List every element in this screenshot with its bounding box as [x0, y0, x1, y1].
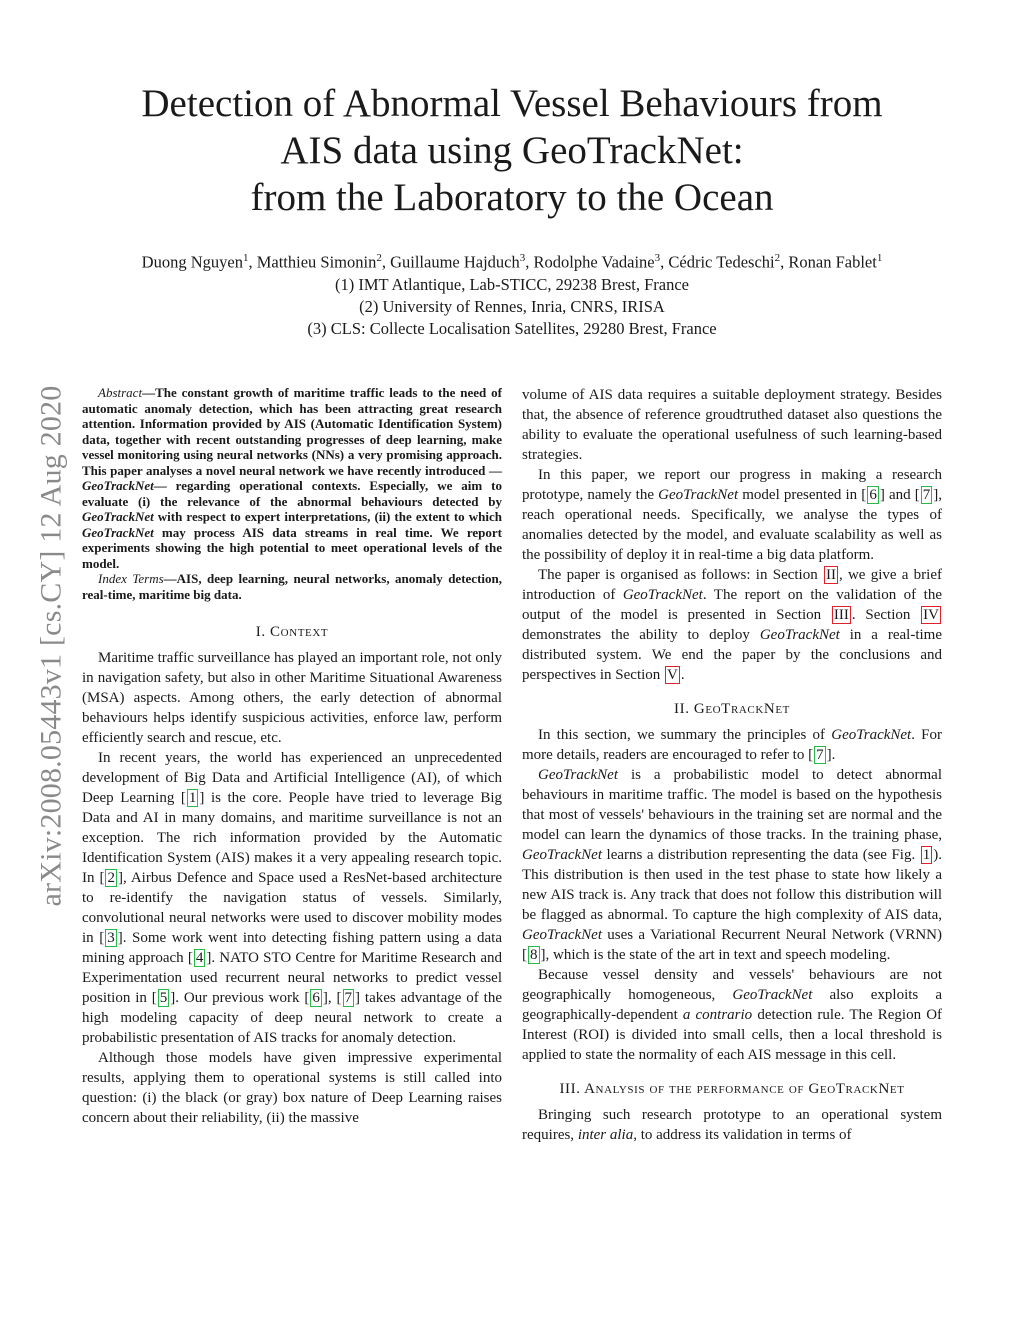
paragraph: Although those models have given impressive experimental results, applying them to operational systems is still called into question: (i) the black (or gray) box nature of Deep Learning raises concern about their reliability, (ii) the massive [82, 1050, 502, 1126]
abstract-text: The constant growth of maritime traffic leads to the need of automatic anomaly detection, which has been attracting great research attention. Information provided by AIS (Automatic Identification System) data, together with recent outstanding progresses of deep learning, make vessel monitoring using neural networks (NNs) a very promising approach. This paper analyses a novel neural network we have recently introduced — [82, 385, 502, 478]
gtn-name: GeoTrackNet [522, 847, 602, 863]
paragraph: GeoTrackNet is a probabilistic model to detect abnormal behaviours in maritime traffic. The model is based on the hypothesis that most of vessels' behaviours in the training set are normal and the model can learn the dynamics of those tracks. In the training phase, GeoTrackNet learns a distribution representing the data (see Fig. 1 ). This distribution is then used in the test phase to state how likely a new AIS track is. Any track that does not follow this distribution will be flagged as abnormal. To capture the high complexity of AIS data, GeoTrackNet uses a Variational Recurrent Neural Network (VRNN) [ 8 ], which is the state of the art in text and speech modeling. [522, 767, 943, 963]
text: takes advantage of the high modeling capacity of deep neural network to create a probabilistic presentation of AIS tracks for anomaly detection. [82, 990, 502, 1046]
text: In recent years, the world has experienced an unprecedented development of Big Data and Artificial Intelligence (AI), of which Deep Learning [82, 750, 502, 806]
author-name: Guillaume Hajduch [390, 252, 520, 272]
text: Because vessel density and vessels' behaviours are not geographically homogeneous, [522, 967, 942, 1003]
abstract-gtn: GeoTrackNet [82, 524, 154, 540]
text: , which is the state of the art in text and speech modeling. [545, 947, 891, 963]
paragraph: volume of AIS data requires a suitable deployment strategy. Besides that, the absence of reference groudtruthed dataset also questions the ability to evaluate the operational usefulness of such learning-based strategies. [522, 387, 942, 463]
affiliation-2: (2) University of Rennes, Inria, CNRS, IRISA [359, 296, 665, 316]
text: . Section [851, 607, 911, 623]
abstract-dash: — [142, 385, 156, 400]
index-terms-text: AIS, deep learning, neural networks, anomaly detection, real-time, maritime big data. [82, 571, 502, 602]
text: . The report on the validation of the output of the model is presented in Section [522, 587, 942, 623]
author-name: Ronan Fablet [788, 252, 877, 272]
gtn-name: GeoTrackNet [538, 767, 618, 783]
citation-link[interactable]: 3 [107, 930, 115, 946]
section-link[interactable]: III [833, 607, 849, 623]
citation-link[interactable]: 7 [922, 487, 931, 503]
text: . NATO STO Centre for Maritime Research and Experimentation used recurrent neural networks to predict vessel position in [82, 950, 502, 1006]
citation-link[interactable]: 5 [159, 990, 168, 1006]
abstract-text: with respect to expert interpretations, (ii) the extent to which [153, 509, 502, 524]
text: is the core. People have tried to leverage Big Data and AI in many domains, and maritime surveillance is not an exception. The rich information provided by the Automatic Identification System (AIS) makes it a very appealing research topic. In [82, 790, 502, 886]
author-block [60, 247, 964, 340]
text: . Our previous work [175, 990, 300, 1006]
abstract-text: may process AIS data streams in real time. We report experiments showing the high potential to meet operational levels of the model. [82, 524, 502, 571]
index-dash: — [163, 571, 177, 586]
text: Bringing such research prototype to an operational system requires, [522, 1107, 942, 1143]
citation-link[interactable]: 2 [107, 870, 115, 886]
arxiv-id: arXiv:2008.05443v1 [cs.CY] 12 Aug 2020 [34, 385, 67, 907]
affiliation-3: (3) CLS: Collecte Localisation Satellites, 29280 Brest, France [307, 318, 717, 338]
left-column [82, 385, 502, 1128]
text: and [888, 487, 911, 503]
text: ). This distribution is then used in the test phase to state how likely a new AIS track is. Any track that does not follow this distribution will be flagged as abnormal. To capture the high complexity of AIS data, [522, 847, 943, 923]
text: also exploits a geographically-dependent [522, 987, 942, 1023]
title-line-1: Detection of Abnormal Vessel Behaviours from [141, 82, 883, 125]
paragraph: The paper is organised as follows: in Section II , we give a brief introduction of GeoTrackNet. The report on the validation of the output of the model is presented in Section III . Section IV demonstrates the ability to deploy GeoTrackNet in a real-time distributed system. We end the paper by the conclusions and perspectives in Section V . [522, 567, 943, 683]
text: demonstrates the ability to deploy [522, 627, 750, 643]
figure-link[interactable]: 1 [922, 847, 931, 863]
text: , reach operational needs. Specifically, we analyse the types of anomalies detected by the model, and evaluate scalability as well as the possibility of deploy it in real-time a big data platform. [522, 487, 943, 563]
text: uses a Variational Recurrent Neural Network (VRNN) [607, 927, 943, 943]
author-affil: 1 [242, 252, 249, 264]
abstract [82, 385, 502, 571]
paragraph [522, 965, 942, 1065]
text: detection rule. The Region Of Interest (ROI) is divided into small cells, then a local threshold is applied to state the normality of each AIS message in this cell. [522, 1007, 943, 1063]
section-heading-2: II. GeoTrackNet [674, 701, 790, 717]
index-terms [82, 571, 502, 602]
abstract-gtn: GeoTrackNet [82, 509, 154, 524]
author-name: Rodolphe Vadaine [533, 252, 655, 272]
paragraph: Maritime traffic surveillance has played an important role, not only in navigation safety, but also in other Maritime Situational Awareness (MSA) aspects. Among others, the early detection of abnormal behaviours helps identify suspicious activities, enforce law, perform efficiently search and rescue, etc. [82, 650, 502, 746]
text: In this paper, we report our progress in making a research prototype, namely the [522, 467, 942, 503]
citation-link[interactable]: 6 [312, 990, 320, 1006]
text: in a real-time distributed system. We end the paper by the conclusions and perspectives in Section [522, 627, 943, 683]
paragraph: In this paper, we report our progress in making a research prototype, namely the GeoTrackNet model presented in [ 6 ] and [ 7 ], reach operational needs. Specifically, we analyse the types of anomalies detected by the model, and evaluate scalability as well as the possibility of deploy it in real-time a big data platform. [522, 467, 943, 563]
section-heading-3: III. Analysis of the performance of GeoTrackNet [559, 1081, 905, 1097]
abstract-gtn: GeoTrackNet [82, 478, 154, 493]
text: , we give a brief introduction of [522, 567, 942, 603]
text: . Some work went into detecting fishing pattern using a data mining approach [82, 930, 503, 966]
text: . For more details, readers are encouraged to refer to [522, 727, 943, 763]
paper-title [90, 80, 934, 221]
section-link[interactable]: V [667, 667, 678, 683]
text: In this section, we summary the principles of [538, 727, 826, 743]
citation-link[interactable]: 6 [869, 487, 877, 503]
paragraph: In this section, we summary the principles of GeoTrackNet. For more details, readers are encouraged to refer to [ 7 ]. [522, 727, 943, 763]
citation-link[interactable]: 1 [188, 790, 197, 806]
text: inter alia [577, 1127, 634, 1143]
citation-link[interactable]: 7 [816, 747, 824, 763]
gtn-name: GeoTrackNet [831, 727, 912, 743]
gtn-name: GeoTrackNet [732, 987, 813, 1003]
abstract-label: Abstract [98, 385, 143, 400]
author-list: Duong Nguyen$^1$, Matthieu Simonin$^2$, Guillaume Hajduch$^3$, Rodolphe Vadaine$^3$, Cédric Tedeschi$^2$, Ronan Fablet$^1$ [141, 252, 883, 272]
citation-link[interactable]: 4 [195, 950, 204, 966]
citation-link[interactable]: 8 [530, 947, 538, 963]
section-link[interactable]: II [825, 567, 836, 583]
paragraph: In recent years, the world has experienced an unprecedented development of Big Data and Artificial Intelligence (AI), of which Deep Learning [ 1 ] is the core. People have tried to leverage Big Data and AI in many domains, and maritime surveillance is not an exception. The rich information provided by the Automatic Identification System (AIS) makes it a very appealing research topic. In [ 2 ], Airbus Defence and Space used a ResNet-based architecture to re-identify the navigation status of vessels. Similarly, convolutional neural networks were used to discover mobility modes in [ 3 ]. Some work went into detecting fishing pattern using a data mining approach [ 4 ]. NATO STO Centre for Maritime Research and Experimentation used recurrent neural networks to predict vessel position in [ 5 ]. Our previous work [ 6 ], [ 7 ] takes advantage of the high modeling capacity of deep neural network to create a probabilistic presentation of AIS tracks for anomaly detection. [82, 750, 503, 1046]
author-affil: 3 [654, 252, 661, 264]
gtn-name: GeoTrackNet [522, 927, 602, 943]
text: , to address its validation in terms of [633, 1127, 852, 1143]
text: model presented in [742, 487, 858, 503]
gtn-name: GeoTrackNet [658, 487, 739, 503]
index-terms-label: Index Terms [98, 571, 164, 586]
citation-link[interactable]: 7 [344, 990, 353, 1006]
right-column [522, 385, 942, 1145]
author-name: Matthieu Simonin [256, 252, 377, 272]
gtn-name: GeoTrackNet [759, 627, 840, 643]
text: The paper is organised as follows: in Section [538, 567, 818, 583]
paragraph [522, 1105, 942, 1145]
text: learns a distribution representing the data (see Fig. [606, 847, 916, 863]
text: is a probabilistic model to detect abnormal behaviours in maritime traffic. The model is based on the hypothesis that most of vessels' behaviours in the training set are normal and the model can learn the dynamics of those tracks. In the training phase, [522, 767, 943, 843]
gtn-name: GeoTrackNet [622, 587, 703, 603]
section-link[interactable]: IV [923, 607, 939, 623]
text: a contrario [682, 1007, 753, 1023]
author-name: Cédric Tedeschi [668, 252, 775, 272]
title-line-3: from the Laboratory to the Ocean [250, 176, 774, 219]
author-affil: 2 [376, 252, 382, 264]
text: , Airbus Defence and Space used a ResNet-based architecture to re-identify the navigation status of vessels. Similarly, convolutional neural networks were used to discover mobility modes in [82, 870, 502, 946]
affiliation-1: (1) IMT Atlantique, Lab-STICC, 29238 Brest, France [335, 274, 689, 294]
author-name: Duong Nguyen [141, 252, 243, 272]
title-line-2: AIS data using GeoTrackNet: [280, 129, 744, 172]
author-affil: 3 [519, 252, 526, 264]
author-affil: 1 [876, 252, 883, 264]
arxiv-stamp [32, 346, 70, 946]
author-affil: 2 [774, 252, 781, 264]
section-heading-1: I. Context [255, 624, 329, 640]
abstract-text: — regarding operational contexts. Especially, we aim to evaluate (i) the relevance of the abnormal behaviours detected by [82, 478, 502, 509]
